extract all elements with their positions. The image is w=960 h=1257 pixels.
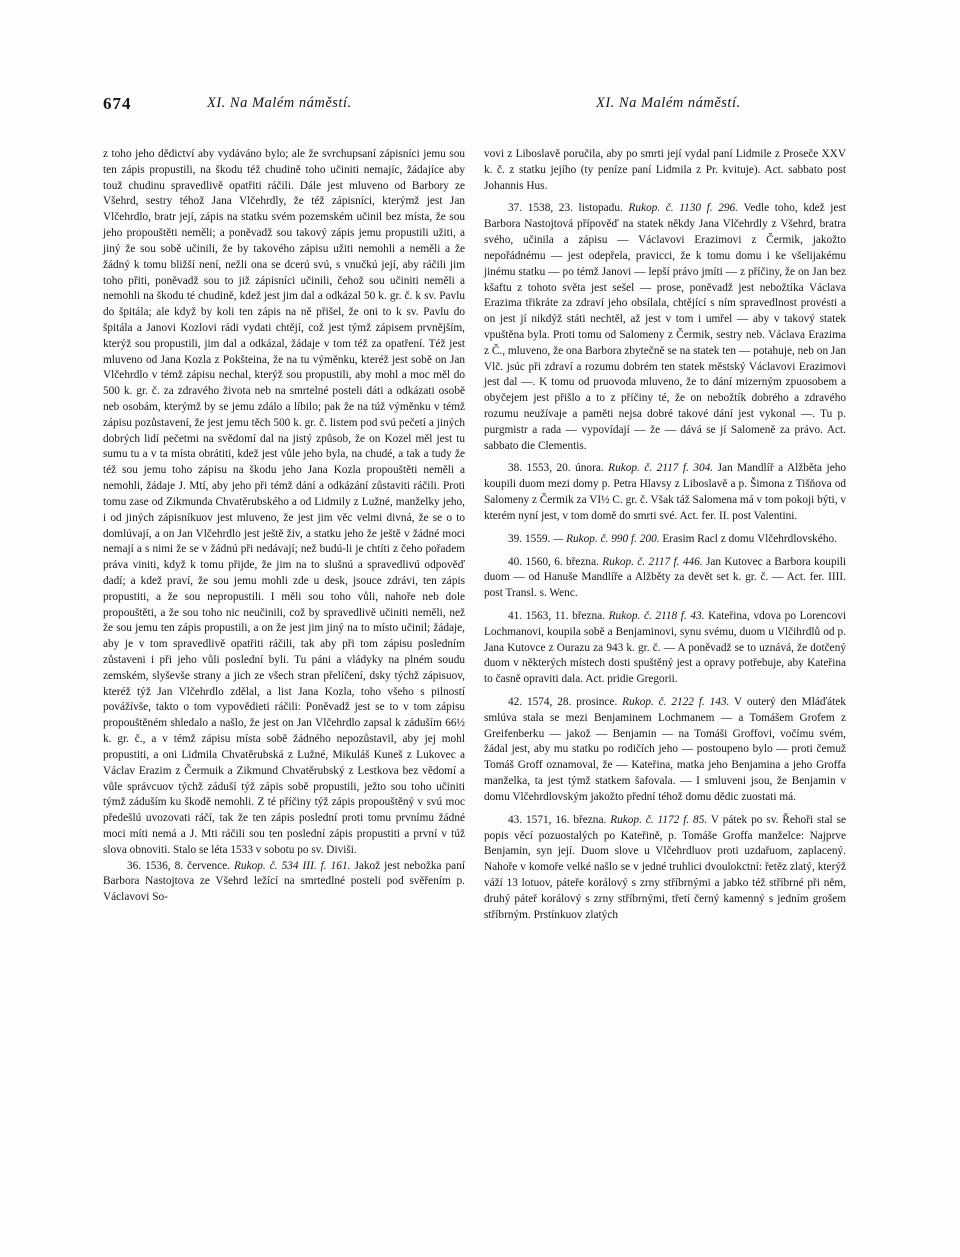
running-head-left: XI. Na Malém náměstí. <box>207 95 352 111</box>
entry-text: Jakož jest nebožka paní Barbora Nastojtova ze Všehrd ležící na smrtedlné posteli pod svěřením p. Václavovi So- <box>103 859 465 904</box>
entry-42 <box>484 695 846 806</box>
paragraph-continuation: vovi z Liboslavě poručila, aby po smrti její vydal paní Lidmile z Proseče XXV k. č. z statku jejího (ty peníze paní Lidmila z Pr. kvituje). Act. sabbato post Johannis Hus. <box>484 148 846 192</box>
entry-text: Kateřina, vdova po Lorencovi Lochmanovi, koupila sobě a Benjaminovi, synu svému, duom u Vlčihrdlů od p. Jana Kutovce z Ourazu za 943 k. gr. č. — A poněvadž se to uznává, že dotčený duom v některých místech dosti spuštěný jest a opravy potřebuje, aby Kateřina to časně opraviti dala. Act. pridie Gregorii. <box>484 609 847 686</box>
entry-38 <box>484 461 846 524</box>
entry-heading: 36. 1536, 8. července. <box>127 859 231 872</box>
entry-reference: — Rukop. č. 990 f. 200. <box>553 532 660 545</box>
entry-43 <box>484 813 846 924</box>
entry-reference: Rukop. č. 1130 f. 296. <box>628 202 738 215</box>
entry-heading: 41. 1563, 11. března. <box>508 609 606 622</box>
entry-heading: 40. 1560, 6. března. <box>508 555 599 568</box>
entry-reference: Rukop. č. 534 III. f. 161. <box>234 859 351 872</box>
entry-text: Vedle toho, kdež jest Barbora Nastojtová přípověď na statek někdy Jana Vlčehrdly z Všehrd, bratra svého, učinila a zápisu — Václavovi Erazimovi z Čermik, jakožto nepořádnému — jest odepřela, pravicci, že k tomu domu i ke všelijakému jinému statku — po témž Janovi — lepší právo jmíti — z příčiny, že on Jan bez kšaftu z tohoto světa jest sešel — prose, poněvadž jest nebožtíka Václava Erazima třikráte za zdraví jeho obsílala, chtějící s ním spravedlnost provésti a on jest jí nikdýž státi nechtěl, až jest v tom i umřel — aby v takový statek vpuštěna byla. Proti tomu od Salomeny z Čermik, sestry neb. Václava Erazima z Č., mluveno, že ona Barbora zbytečně se na statek ten — potahuje, neb on Jan Vlč. jsúc při zdraví a rozumu dobrém ten statek městský Václavovi Erazimovi jest dal —. K tomu od pruovoda mluveno, že to dání mizerným zpuosobem a obyčejem jest přišlo a to z příčiny té, že on nebožtík dobrého a zdravého rozumu neužívaje a paměti nejsa dobré takové dání jest vykonal —. Tu p. purgmistr a rada — vypovídají — že — dává se jí Salomeně za právo. Act. sabbato die Clementis. <box>484 202 846 452</box>
left-column <box>103 147 465 906</box>
entry-37 <box>484 201 846 454</box>
entry-36 <box>103 859 465 906</box>
paragraph-continuation: z toho jeho dědictví aby vydáváno bylo; ale že svrchupsaní zápisníci jemu sou ten zápis propustili, na škodu též chudině toho učiniti nemajíc, žádajíce aby touž chudinu spravedlivě opatřiti ráčili. Dále jest mluveno od Barbory ze Všehrd, sestry téhož Jana Vlčehrdly, že též zápisníci, kterýmž jest Jan Vlčehrdlo, bratr její, zápis na statku svém pozemském učinil bez místa, že sou jeho propouštěti neměli; a poněvadž sou takový zápis jemu propustili užiti, a jiný že sou sobě učinili, že by takového zápisu užiti nemohli a neměli a že žádný k tomu bližší není, nežli ona se dcerú svú, s vnučkú její, aby ráčili jim toho přiti, poněvadž sou to již zápisníci učinili, čehož sou učiniti neměli a nemohli na škodu té chudině, kdež jest jim dal a odkázal 50 k. gr. č. k sv. Pavlu do špitála; ale když by koli ten zápis na ně přišel, že oni to k sv. Pavlu do špitála a Janovi Kozlovi rádi vydati chtějí, což jest týmž zápisem prvnějším, kterýž sou propustili, jim dal a odkázal, žádaje v tom též za opatření. Též jest mluveno od Jana Kozla z Pokšteina, že na tu výměnku, kteréž jest sobě on Jan Vlčehrdlo v témž zápisu nechal, kterýž sou propustili, aby mohl a moc měl do 500 k. gr. č. za zdravého života neb na smrtelné posteli dáti a odkázati osobě neb osobám, kterýmž by se jemu zdálo a líbilo; pak že na túž výměnku v témž zápisu pozůstavení, že jest jemu těch 500 k. gr. č. listem pod svú pečetí a jiných dobrých lidí pečetmi na svědomí dal na jistý způsob, že on Kozel měl jest tu sumu tu a v ta místa obrátiti, kdež jest vůle jeho byla, na chudé, a tak a tudy že též sou jemu toho zápisu na škodu jeho Jana Kozla propouštěti neměli a nemohli, žádaje J. Mtí, aby jeho při témž dání a odkázání zůstaviti ráčili. Proti tomu zase od Zikmunda Chvatěrubského a od Lidmily z Lužné, manželky jeho, i od jiných zápisníkuov jest mluveno, že jest jim věc velmi divná, že se o to domlúvají, a on Jan Vlčehrdlo jest ještě živ, a statku jeho že ještě v žádné moci nemají a s nimi že se v žádnú při nedávají; než budú-li je chtíti z čeho pořadem práva viniti, když k tomu přijde, že jim na to slušnú a spravedlivú odpověď dadí; a kdež praví, že sou jemu mohli zde u desk, jsouce zdrávi, ten zápis propustiti, a že sou nepropustili. I měli sou toho vůli, nahoře neb dole propouštěti, a že sou toho nic neučinili, což by spravedlivě učiniti neměli, než že sou jemu ten zápis propustili, a on že jest jim jiný na to místo učinil; žádaje, aby je v tom spravedlivě opatřiti ráčili, tak aby při tom zápisu posledním zůstaveni i při jeho vůli poslední byli. Tu páni a vládyky na plném soudu zemském, slyševše strany a jich ze všech stran přelíčení, dsky týchž zápisuov, kteréž týž Jan Vlčehrdlo zdělal, a list Jana Kozla, toho všeho s pilností povážívše, takto o tom vypovědieti ráčili: Poněvadž jest se to v tom zápisu propouštěném shledalo a našlo, že jest on Jan Vlčehrdlo zapsal k záduším 66½ k. gr. č., a v témž zápisu místa sobě žádného nepozůstavil, aby jej mohl propustiti, a oni Lidmila Chvatěrubská z Lužné, Mikuláš Kuneš z Lukovec a Václav Erazim z Čermuik a Zikmund Chvatěrubský z Lestkova bez vědomí a vůle správcuov týchž záduší týž zápis sobě propustili, ježto sou toho učiniti týmž záduším ku škodě nemohli. Z té příčiny týž zápis propouštěný v svú moc předešlú uvozovati ráčí, tak že ten zápis poslední proti tomu prvnímu žádné moci míti nemá a J. Mti ráčili sou ten poslední zápis propustiti a první v túž slova obnoviti. Stalo se léta 1533 v sobotu po sv. Diviši. <box>103 148 465 856</box>
right-column <box>484 147 846 923</box>
entry-heading: 38. 1553, 20. února. <box>508 462 604 475</box>
entry-41 <box>484 609 846 688</box>
entry-reference: Rukop. č. 2117 f. 304. <box>608 462 714 475</box>
entry-text: Jan Kutovec a Barbora koupili duom — od Hanuše Mandlíře a Alžběty za devět set k. gr. č. — Act. fer. IIII. post Transl. s. Wenc. <box>484 555 847 600</box>
entry-reference: Rukop. č. 2117 f. 446. <box>602 555 703 568</box>
entry-reference: Rukop. č. 2118 f. 43. <box>608 609 705 622</box>
entry-40 <box>484 555 846 602</box>
entry-text: V pátek po sv. Řehoři stal se popis věcí pozuostalých po Kateřině, p. Tomáše Groffa manželce: Najprve Benjamin, syn její. Duom slove u Vlčehrdluov proti uzdařuom, zaplacený. Nahoře v komoře velké našlo se v jedné truhlici dvoulokctní: řetěz zlatý, kterýž váží 13 lotuov, páteře korálový s zrny stříbrnými a jabko též stříbrné při něm, druhý páteř korálový s zrny stříbrnými, třetí černý kamenný s jedním grošem stříbrným. Prstínkuov zlatých <box>484 813 846 921</box>
page-header <box>0 94 960 118</box>
entry-heading: 43. 1571, 16. března. <box>508 813 607 826</box>
entry-text: Erasim Racl z domu Vlčehrdlovského. <box>662 532 837 545</box>
running-head-right: XI. Na Malém náměstí. <box>596 95 741 111</box>
entry-39 <box>484 532 846 548</box>
entry-text: Jan Mandlíř a Alžběta jeho koupili duom mezi domy p. Petra Hlavsy z Liboslavě a p. Šimona z Tišňova od Salomeny z Čermik za VI½ C. gr. č. Však táž Salomena má v tom pokoji býti, v kterém nyní jest, v tom domě do smrti své. Act. fer. II. post Valentini. <box>484 462 847 522</box>
page-number: 674 <box>103 94 132 113</box>
entry-heading: 37. 1538, 23. listopadu. <box>508 202 623 215</box>
entry-heading: 42. 1574, 28. prosince. <box>508 696 618 708</box>
entry-reference: Rukop. č. 1172 f. 85. <box>610 813 708 826</box>
entry-text: V outerý den Mláďátek smlúva stala se mezi Benjaminem Lochmanem — a Tomášem Grofem z Greifenberku — jakož — Benjamin — na Tomáši Groffovi, vočímu svém, žádal jest, aby mu statku po rodičích jeho — postoupeno bylo — proti čemuž Tomáš Groff oznamoval, že — Kateřina, matka jeho Benjamina a jeho Groffa manželka, ta jest týmž statkem šafovala. — I smluveni jsou, že Benjamin v domu Vlčehrdlovským jakožto přední téhož domu dědic zuostati má. <box>484 696 846 803</box>
entry-heading: 39. 1559. <box>508 532 551 545</box>
entry-reference: Rukop. č. 2122 f. 143. <box>622 696 730 708</box>
